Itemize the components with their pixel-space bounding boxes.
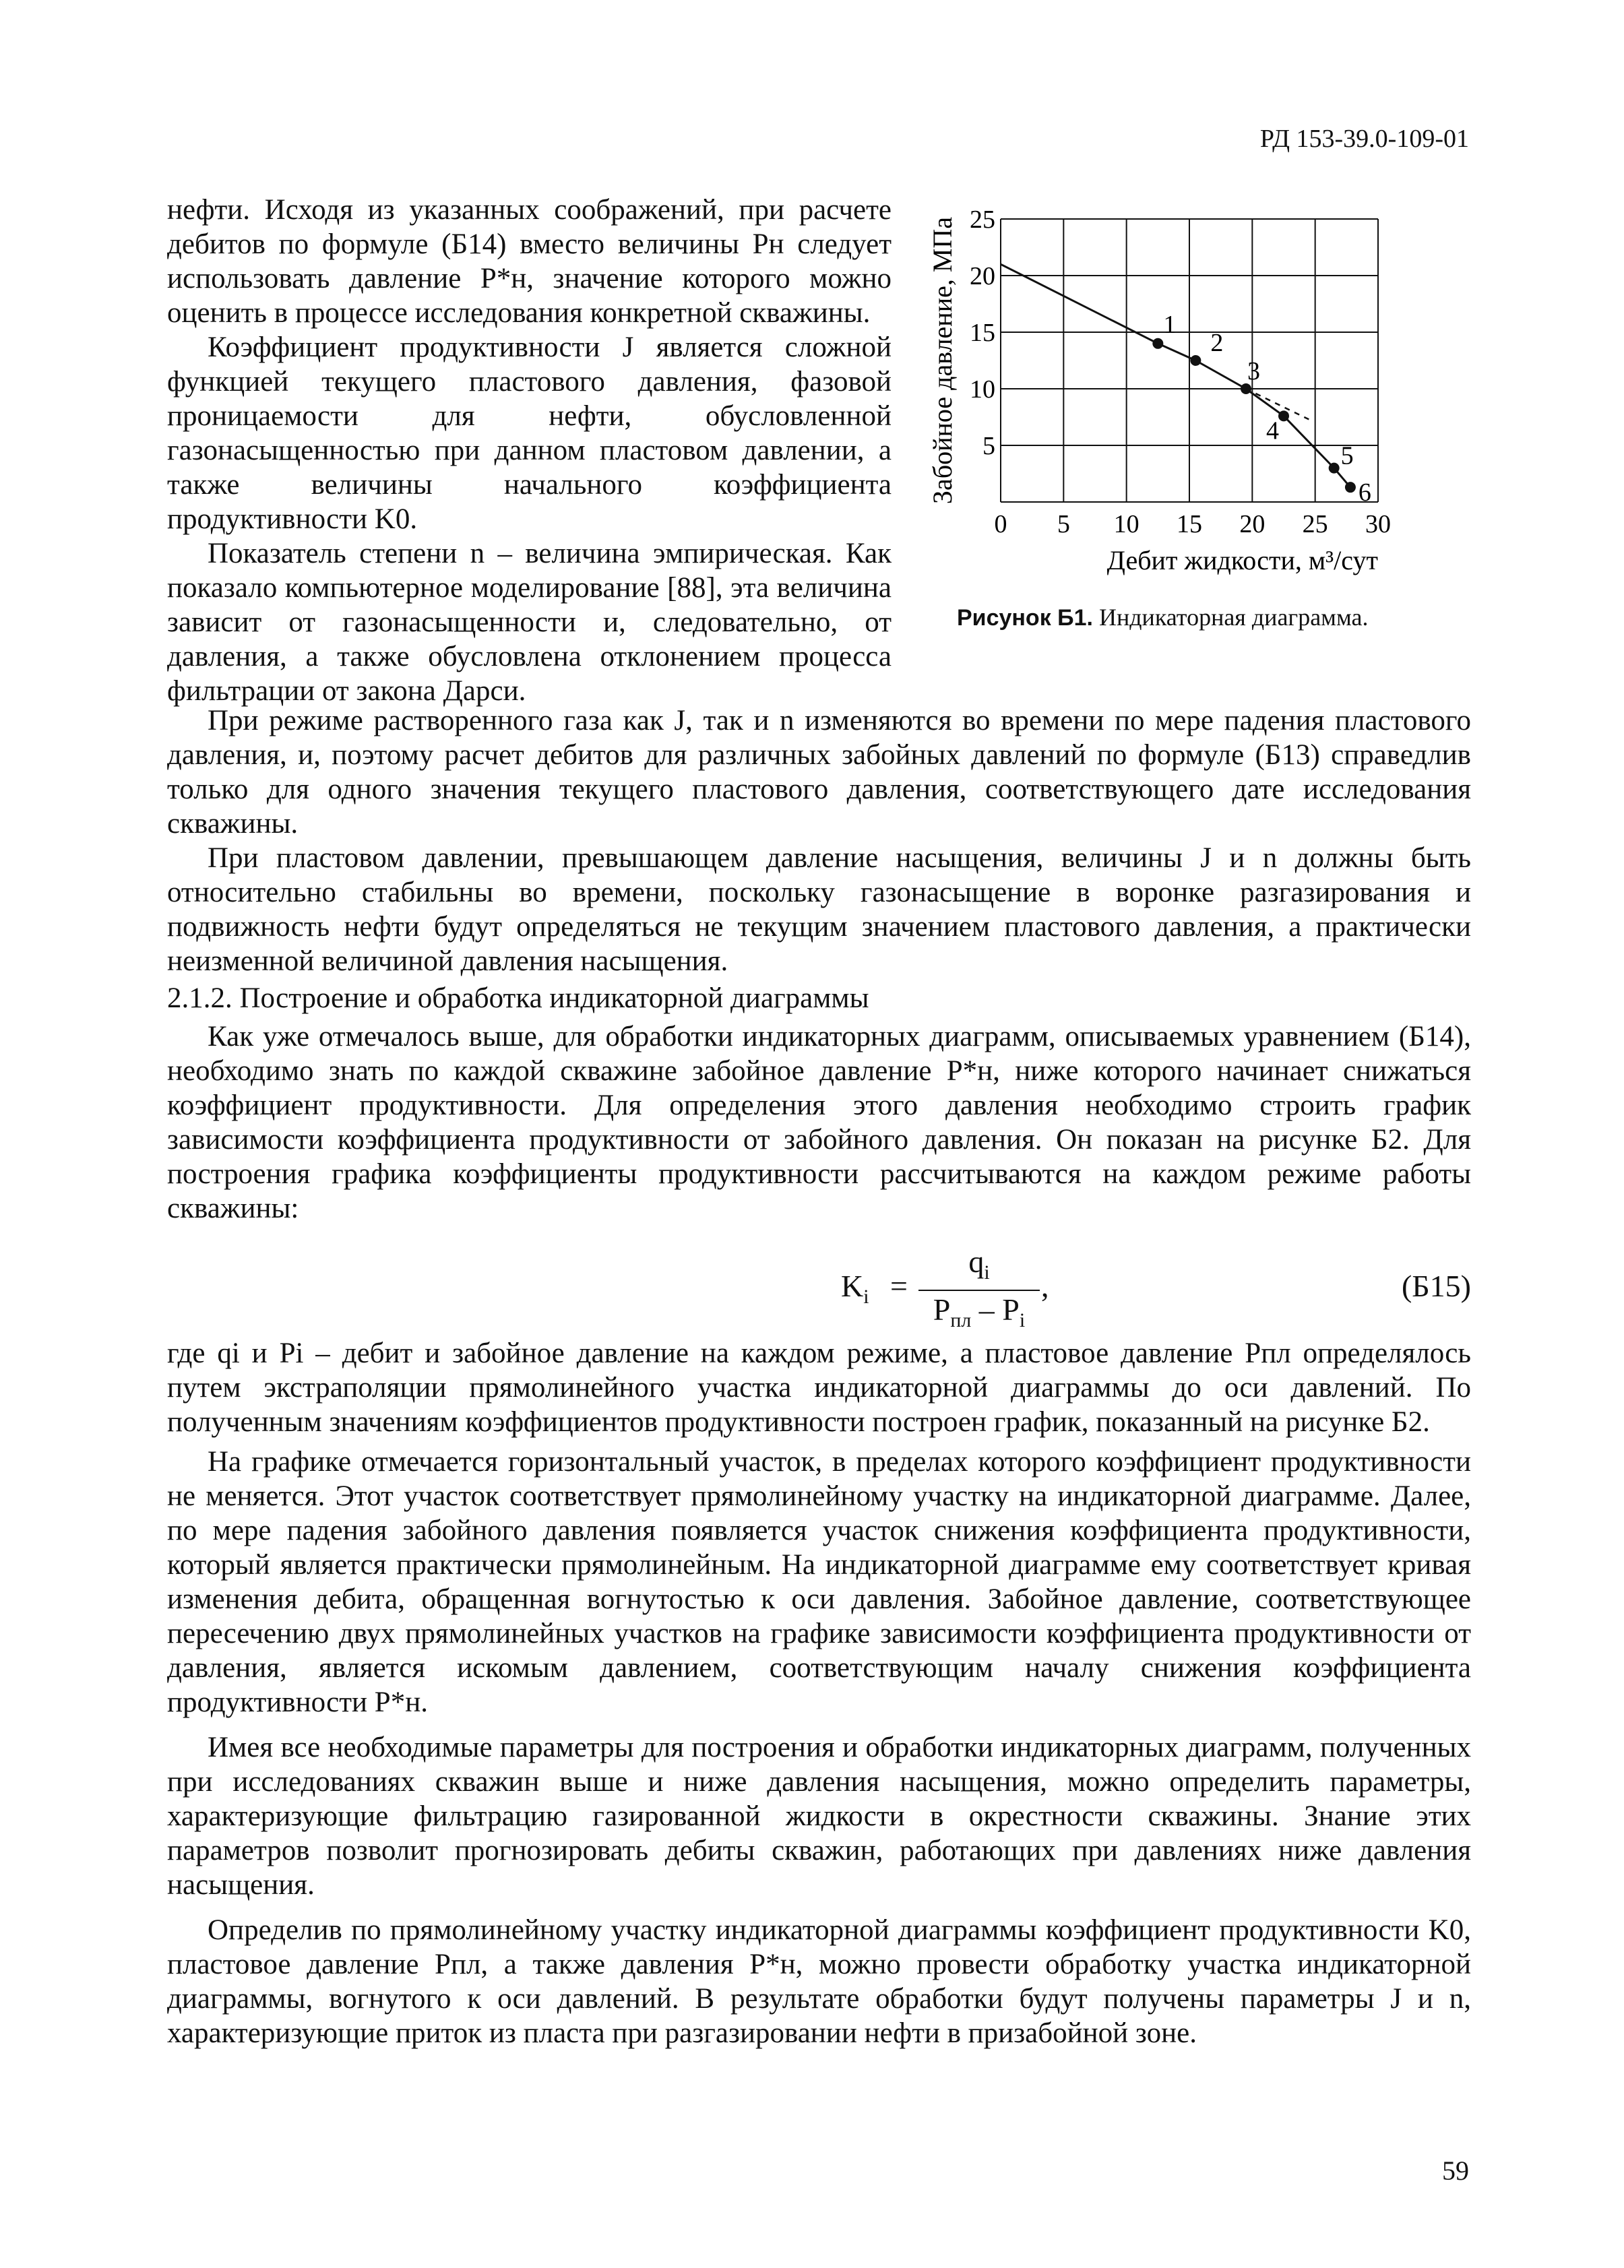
point-label: 6 [1358, 478, 1371, 507]
y-tick-label: 25 [970, 206, 995, 234]
point-label: 2 [1210, 329, 1224, 357]
figure-caption-text: Индикаторная диаграмма. [1098, 604, 1369, 631]
point-label: 1 [1163, 310, 1177, 339]
formula-numerator: $q_i$ [968, 1245, 990, 1284]
paragraph: Как уже отмечалось выше, для обработки индикаторных диаграмм, описываемых уравнением (Б14), необходимо знать по каждой скважине забойное давление P*н, ниже которого начинает снижаться коэффициент продуктивности. Для определения этого давления необходимо строить график зависимости коэффициента продуктивности от забойного давления. Он показан на рисунке Б2. Для построения графика коэффициенты продуктивности рассчитываются на каждом режиме работы скважины: [167, 1021, 1471, 1224]
y-tick-label: 10 [970, 375, 995, 404]
y-tick-label: 15 [970, 319, 995, 347]
figure-caption-label: Рисунок Б1. [957, 605, 1093, 631]
x-tick-label: 30 [1365, 510, 1391, 538]
indicator-diagram-figure [923, 202, 1476, 633]
y-tick-label: 5 [982, 432, 995, 460]
x-axis-label: Дебит жидкости, м³/сут [1106, 545, 1378, 575]
formula-lhs: $K_i$ = [841, 1269, 908, 1309]
paragraph: При пластовом давлении, превышающем давление насыщения, величины J и n должны быть относительно стабильны во времени, поскольку газонасыщение в воронке разгазирования и подвижность нефти будут определяться не текущим значением пластового давления, а практически неизменной величиной давления насыщения. [167, 842, 1471, 977]
after-formula-block [167, 1336, 1471, 2050]
x-tick-label: 25 [1302, 510, 1328, 538]
data-point [1152, 338, 1163, 349]
indicator-diagram-chart [923, 202, 1476, 606]
x-tick-label: 15 [1177, 510, 1202, 538]
data-point [1345, 482, 1356, 493]
paragraph: Показатель степени n – величина эмпирическая. Как показало компьютерное моделирование [88], эта величина зависит от газонасыщенности и, следовательно, от давления, а также обусловлена отклонением процесса фильтрации от закона Дарси. [167, 538, 892, 707]
point-label: 5 [1340, 441, 1354, 470]
point-label: 3 [1247, 357, 1260, 385]
paragraph: Определив по прямолинейному участку индикаторной диаграммы коэффициент продуктивности K0, пластовое давление Pпл, а также давления P*н, можно провести обработку участка индикаторной диаграммы, вогнутого к оси давлений. В результате обработки будут получены параметры J и n, характеризующие приток из пласта при разгазировании нефти в призабойной зоне. [167, 1914, 1471, 2049]
section-title: 2.1.2. Построение и обработка индикаторной диаграммы [167, 982, 869, 1014]
x-tick-label: 0 [994, 510, 1007, 538]
formula-b15 [167, 1245, 1471, 1332]
paragraph: Коэффициент продуктивности J является сложной функцией текущего пластового давления, фазовой проницаемости для нефти, обусловленной газонасыщенностью при данном пластовом давлении, а также величины начального коэффициента продуктивности K0. [167, 332, 892, 535]
left-column [167, 193, 892, 708]
data-point [1278, 410, 1289, 421]
data-point [1329, 463, 1340, 474]
full-width-block [167, 703, 1471, 978]
paragraph: где qi и Pi – дебит и забойное давление на каждом режиме, а пластовое давление Pпл определялось путем экстраполяции прямолинейного участка индикаторной диаграммы до оси давлений. По полученным значениям коэффициентов продуктивности построен график, показанный на рисунке Б2. [167, 1337, 1471, 1438]
page-number: 59 [1442, 2155, 1469, 2186]
series-line-straight-continuation [1246, 389, 1309, 419]
y-axis-label: Забойное давление, МПа [927, 216, 958, 505]
y-tick-label: 20 [970, 262, 995, 290]
figure-caption [957, 603, 1368, 631]
formula-number: (Б15) [1401, 1269, 1471, 1303]
section-block [167, 981, 1471, 1226]
formula-fraction [918, 1245, 1040, 1340]
paragraph: Имея все необходимые параметры для построения и обработки индикаторных диаграмм, полученных при исследованиях скважин выше и ниже давления насыщения, можно определить параметры, характеризующие фильтрацию газированной жидкости в окрестности скважины. Знание этих параметров позволит прогнозировать дебиты скважин, работающих при давлениях ниже давления насыщения. [167, 1732, 1471, 1901]
formula-denominator: $P_{пл} - P_i$ [918, 1290, 1040, 1340]
paragraph: нефти. Исходя из указанных соображений, при расчете дебитов по формуле (Б14) вместо величины Pн следует использовать давление P*н, значение которого можно оценить в процессе исследования конкретной скважины. [167, 194, 892, 329]
formula-comma: , [1041, 1269, 1049, 1303]
document-code: РД 153-39.0-109-01 [1259, 125, 1469, 153]
x-tick-label: 5 [1057, 510, 1070, 538]
paragraph: При режиме растворенного газа как J, так и n изменяются во времени по мере падения пластового давления, и, поэтому расчет дебитов для различных забойных давлений по формуле (Б13) справедлив только для одного значения текущего пластового давления, соответствующего дате исследования скважины. [167, 705, 1471, 840]
x-tick-label: 20 [1239, 510, 1266, 538]
point-label: 4 [1266, 416, 1279, 445]
x-tick-label: 10 [1113, 510, 1139, 538]
data-point [1190, 355, 1201, 366]
paragraph: На графике отмечается горизонтальный участок, в пределах которого коэффициент продуктивности не меняется. Этот участок соответствует прямолинейному участку на индикаторной диаграмме. Далее, по мере падения забойного давления появляется участок снижения коэффициента продуктивности, который является практически прямолинейным. На индикаторной диаграмме ему соответствует кривая изменения дебита, обращенная вогнутостью к оси давления. Забойное давление, соответствующее пересечению двух прямолинейных участков на графике зависимости коэффициента продуктивности от давления, является искомым давлением, соответствующим началу снижения коэффициента продуктивности P*н. [167, 1446, 1471, 1718]
